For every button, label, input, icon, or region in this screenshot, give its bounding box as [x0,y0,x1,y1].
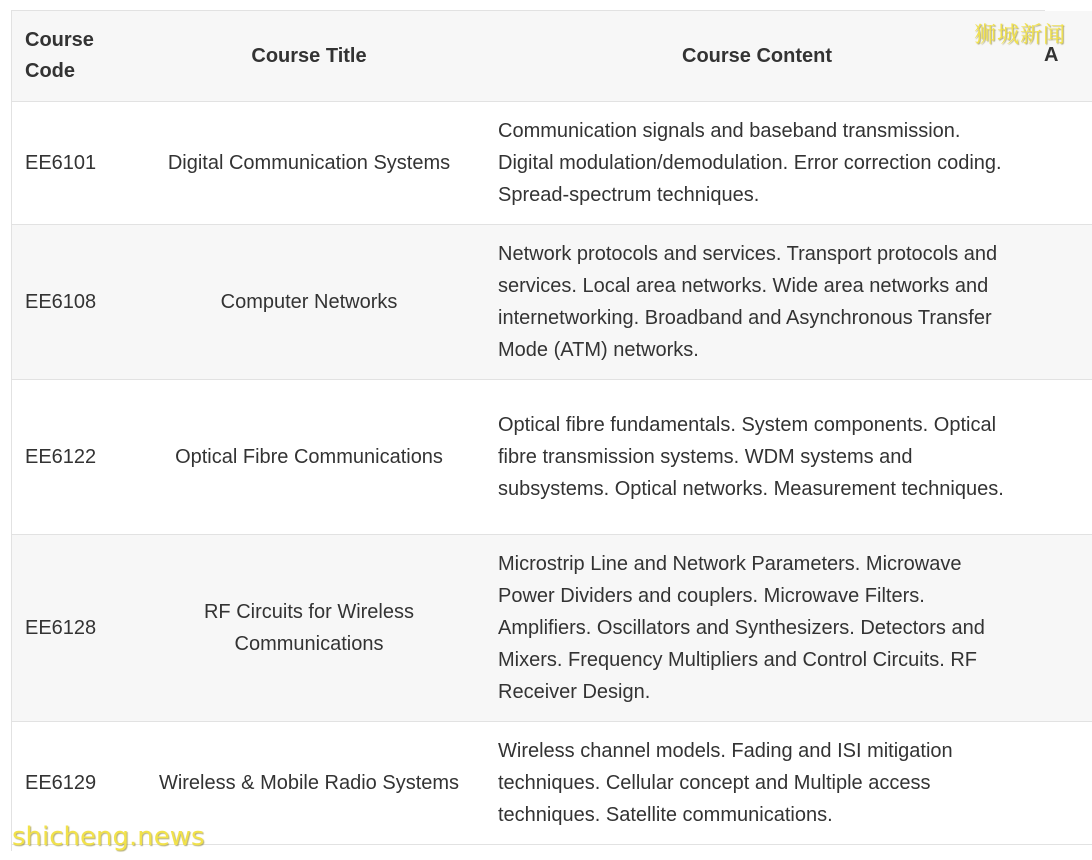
course-title-cell: Computer Networks [132,224,486,379]
cut-off-cell [1028,224,1092,379]
course-content-cell: Microstrip Line and Network Parameters. Microwave Power Dividers and couplers. Microwave Filters. Amplifiers. Oscillators and Synthesizers. Detectors and Mixers. Frequency Multipliers and Control Circuits. RF Receiver Design. [486,534,1028,721]
cut-off-cell [1028,101,1092,224]
course-content-cell: Optical fibre fundamentals. System components. Optical fibre transmission systems. WDM systems and subsystems. Optical networks. Measurement techniques. [486,379,1028,534]
course-title-cell: Optical Fibre Communications [132,379,486,534]
course-code-cell: EE6122 [12,379,132,534]
table-row [12,101,1092,224]
course-code-cell: EE6128 [12,534,132,721]
header-course-title: Course Title [132,11,486,101]
course-code-cell: EE6129 [12,721,132,844]
cut-off-cell [1028,379,1092,534]
header-cut-off-column: A [1028,11,1092,101]
table-row [12,534,1092,721]
header-course-content: Course Content [486,11,1028,101]
table-header-row [12,11,1092,101]
course-code-cell: EE6108 [12,224,132,379]
course-title-cell: Wireless & Mobile Radio Systems [132,721,486,844]
cut-off-cell [1028,721,1092,844]
table-row [12,379,1092,534]
course-content-cell: Wireless channel models. Fading and ISI mitigation techniques. Cellular concept and Multiple access techniques. Satellite communications. [486,721,1028,844]
course-title-cell: Digital Communication Systems [132,101,486,224]
course-content-cell: Network protocols and services. Transport protocols and services. Local area networks. Wide area networks and internetworking. Broadband and Asynchronous Transfer Mode (ATM) networks. [486,224,1028,379]
course-title-cell: RF Circuits for Wireless Communications [132,534,486,721]
watermark-bottom-left: shicheng.news [12,822,205,852]
header-course-code: Course Code [12,11,132,101]
course-table-container [11,10,1059,851]
course-table [12,11,1092,845]
watermark-top-right: 狮城新闻 [973,23,1066,48]
cut-off-cell [1028,534,1092,721]
table-row [12,224,1092,379]
course-content-cell: Communication signals and baseband transmission. Digital modulation/demodulation. Error correction coding. Spread-spectrum techniques. [486,101,1028,224]
course-code-cell: EE6101 [12,101,132,224]
